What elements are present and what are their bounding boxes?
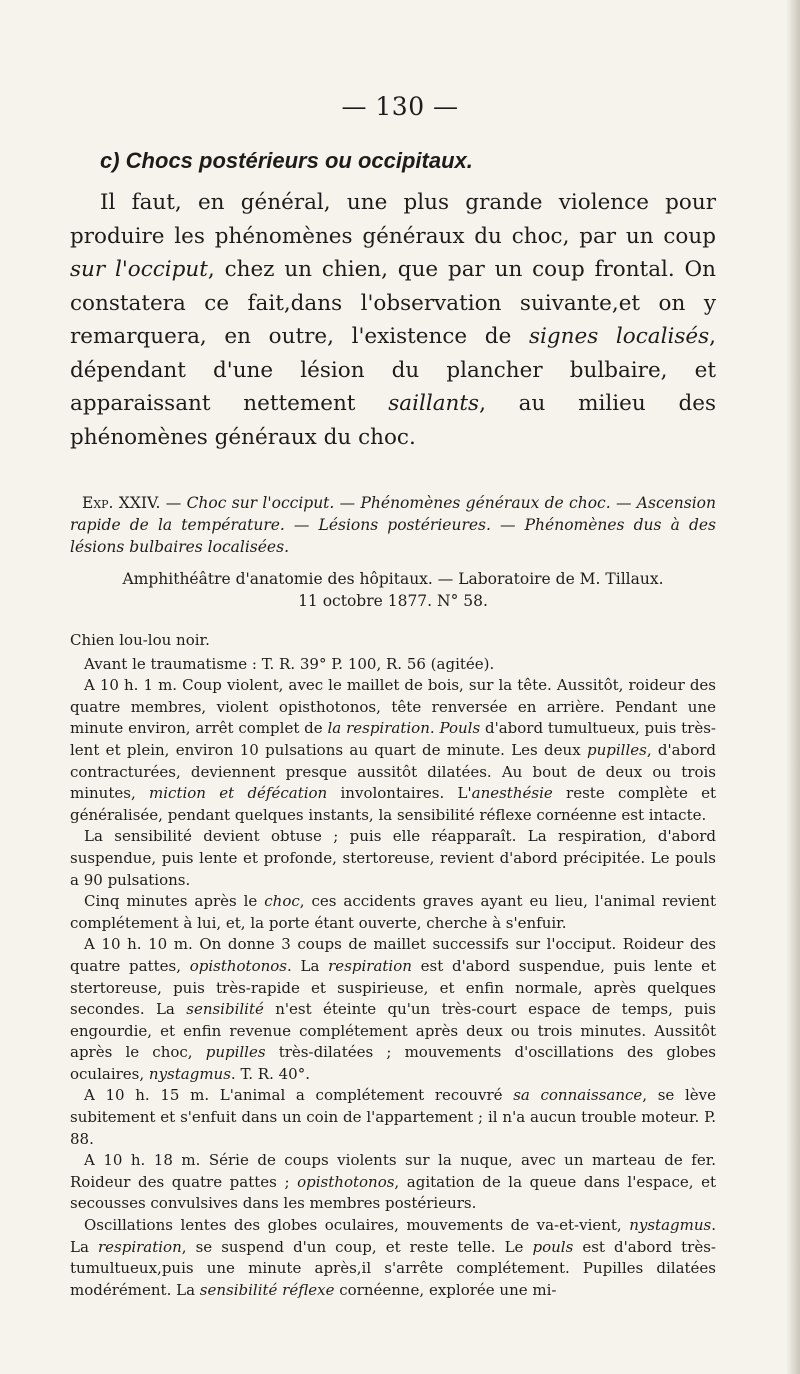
text-run: est d'abord très-tumultueux,puis une minute après,il s'arrête complétement. Pupilles dilatées modérément. La <box>70 1237 716 1299</box>
observation-paragraph: Avant le traumatisme : T. R. 39° P. 100, R. 56 (agitée). <box>84 654 495 673</box>
text-run: , se suspend d'un coup, et reste telle. Le <box>181 1237 533 1256</box>
intro-text: , dépendant d'une lésion du plancher bulbaire, et apparaissant nettement <box>70 324 716 416</box>
text-run: , d'abord contracturées, deviennent presque aussitôt dilatées. Au bout de deux ou trois minutes, <box>70 740 716 803</box>
text-run: n'est éteinte qu'un très-court espace de temps, puis engourdie, et enfin revenue complétement après deux ou trois minutes. Aussitôt après le choc, <box>70 1000 716 1062</box>
text-run: très-dilatées ; mouvements d'oscillations des globes oculaires, <box>70 1043 716 1083</box>
emphasis: miction et défécation <box>149 784 328 803</box>
observation-body <box>70 630 716 1301</box>
text-run: . La <box>70 1216 716 1256</box>
intro-text: , au milieu des phénomènes généraux du choc. <box>70 391 716 450</box>
emphasis: sensibilité réflexe <box>199 1280 335 1299</box>
text-run: d'abord tumultueux, puis très-lent et plein, environ 10 pulsations au quart de minute. Les deux <box>70 719 716 759</box>
text-run: A 10 h. 1 m. Coup violent, avec le maillet de bois, sur la tête. Aussitôt, roideur des quatre membres, violent opisthotonos, tête renversée en arrière. Pendant une minute environ, arrêt complet de <box>70 676 716 738</box>
observation-paragraph: La sensibilité devient obtuse ; puis elle réapparaît. La respiration, d'abord suspendue, puis lente et profonde, stertoreuse, revient d'abord précipitée. Le pouls a 90 pulsations. <box>70 827 716 889</box>
emphasis: anesthésie <box>471 784 553 803</box>
emphasis: nystagmus <box>148 1064 231 1083</box>
place-line: Amphithéâtre d'anatomie des hôpitaux. — Laboratoire de M. Tillaux. <box>122 570 664 588</box>
observation-paragraph <box>70 1085 716 1150</box>
emphasis: pupilles <box>586 740 647 759</box>
intro-emphasis: sur l'occiput <box>70 257 208 282</box>
text-run: . T. R. 40°. <box>230 1064 310 1083</box>
text-run: , se lève subitement et s'enfuit dans un coin de l'appartement ; il n'a aucun trouble moteur. P. 88. <box>70 1086 716 1148</box>
emphasis: opisthotonos <box>189 956 287 975</box>
experiment-place <box>70 568 716 612</box>
text-run: Oscillations lentes des globes oculaires, mouvements de va-et-vient, <box>84 1216 630 1235</box>
text-run: A 10 h. 18 m. Série de coups violents sur la nuque, avec un marteau de fer. Roideur des quatre pattes ; <box>70 1151 716 1191</box>
text-run: A 10 h. 15 m. L'animal a complétement recouvré <box>84 1086 514 1105</box>
text-run: Cinq minutes après le <box>84 892 265 911</box>
text-run: est d'abord suspendue, puis lente et stertoreuse, puis très-rapide et suspirieuse, et enfin normale, après quelques secondes. La <box>70 956 716 1019</box>
observation-paragraph: Chien lou-lou noir. <box>70 631 210 649</box>
intro-text: , chez un chien, que par un coup frontal. On constatera ce fait,dans l'observation suivante,et on y remarquera, en outre, l'existence de <box>70 257 717 349</box>
intro-emphasis: saillants <box>388 391 480 416</box>
page-edge <box>786 0 800 1374</box>
separator: — <box>160 494 187 512</box>
text-run: cornéenne, explorée une mi- <box>334 1280 557 1299</box>
emphasis: Pouls <box>439 719 481 738</box>
text-run: , ces accidents graves ayant eu lieu, l'animal revient complétement à lui, et, la porte étant ouverte, cherche à s'enfuir. <box>70 892 716 932</box>
text-run: . La <box>287 956 329 975</box>
emphasis: la respiration <box>327 719 430 738</box>
intro-paragraph <box>70 186 716 454</box>
text-run: , agitation de la queue dans l'espace, et secousses convulsives dans les membres postérieurs. <box>70 1172 717 1213</box>
emphasis: sa connaissance <box>513 1086 643 1105</box>
experiment-label: Exp. XXIV. <box>82 494 161 512</box>
emphasis: choc <box>264 892 300 911</box>
page-content <box>70 146 716 1301</box>
emphasis: respiration <box>97 1237 182 1256</box>
emphasis: pouls <box>532 1237 574 1256</box>
emphasis: respiration <box>328 956 412 975</box>
observation-paragraph <box>70 1215 716 1301</box>
text-run: reste complète et généralisée, pendant quelques instants, la sensibilité réflexe cornéenne est intacte. <box>70 784 717 824</box>
experiment-title <box>70 492 716 558</box>
observation-paragraph <box>70 891 716 934</box>
text-run: involontaires. L' <box>327 784 472 803</box>
observation-paragraph <box>70 1150 716 1215</box>
date-line: 11 octobre 1877. N° 58. <box>298 592 488 610</box>
observation-paragraph <box>70 675 716 826</box>
text-run: A 10 h. 10 m. On donne 3 coups de maillet successifs sur l'occiput. Roideur des quatre pattes, <box>70 935 716 975</box>
page-number: — 130 — <box>341 92 459 121</box>
section-heading: c) Chocs postérieurs ou occipitaux. <box>100 148 473 173</box>
intro-text: Il faut, en général, une plus grande violence pour produire les phénomènes généraux du choc, par un coup <box>70 190 716 249</box>
intro-emphasis: signes localisés <box>528 324 710 349</box>
text-run: . <box>429 719 440 738</box>
emphasis: pupilles <box>205 1043 266 1062</box>
experiment-description: Choc sur l'occiput. — Phénomènes généraux de choc. — Ascension rapide de la température. — Lésions postérieures. — Phénomènes dus à des lésions bulbaires localisées. <box>70 494 717 556</box>
emphasis: nystagmus <box>629 1216 712 1235</box>
emphasis: opisthotonos <box>297 1172 395 1191</box>
emphasis: sensibilité <box>186 1000 264 1019</box>
observation-paragraph <box>70 934 716 1085</box>
